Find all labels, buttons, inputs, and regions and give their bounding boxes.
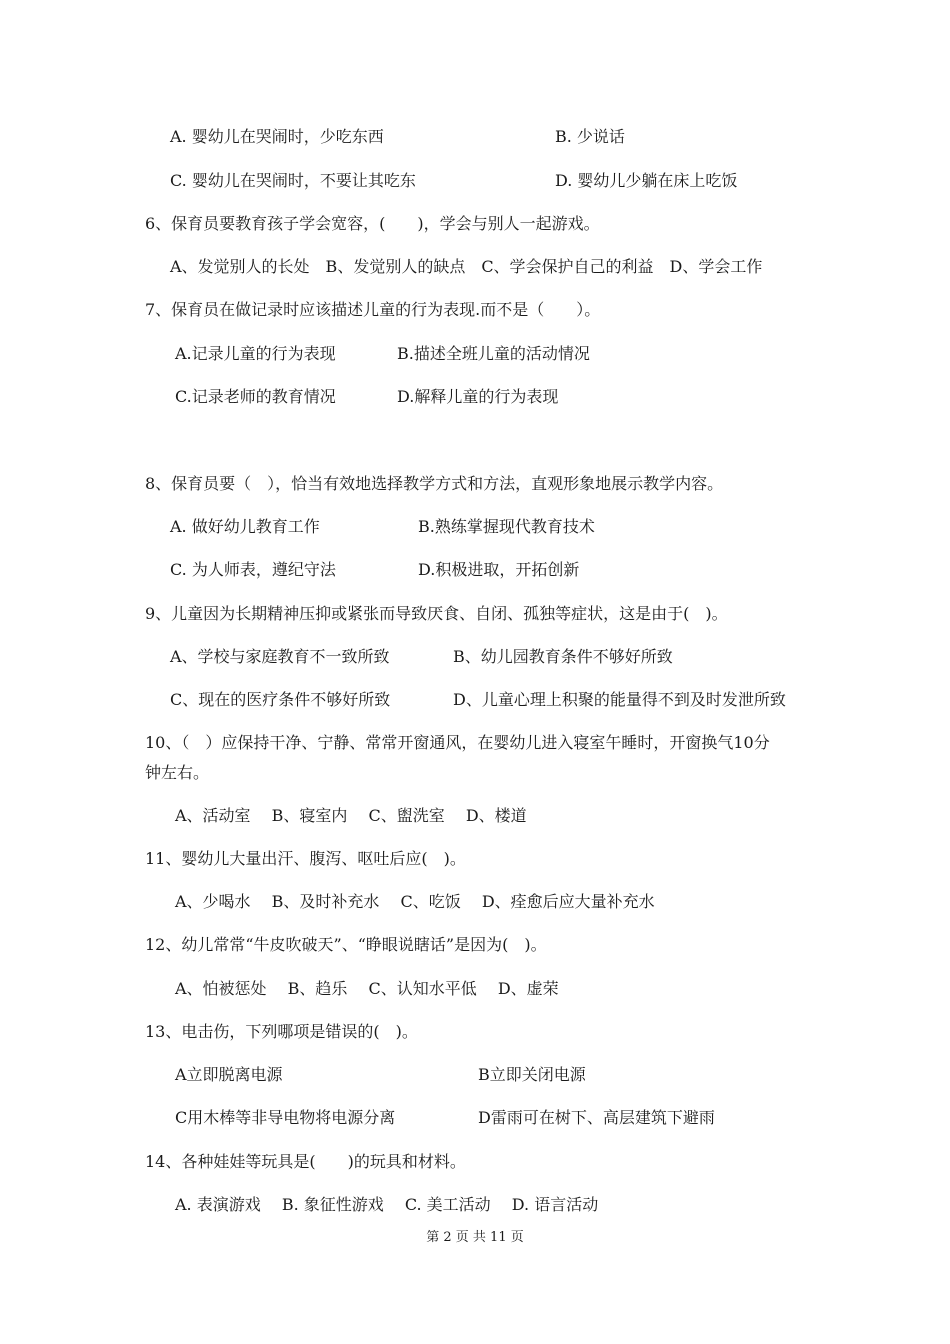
q10-text-line1: 10、（ ）应保持干净、宁静、常常开窗通风，在婴幼儿进入寝室午睡时，开窗换气10分: [145, 733, 770, 752]
q10-options: A、活动室 B、寝室内 C、盥洗室 D、楼道: [175, 806, 527, 825]
q5-option-b: B. 少说话: [555, 127, 625, 146]
q11-options: A、少喝水 B、及时补充水 C、吃饭 D、痊愈后应大量补充水: [175, 892, 655, 911]
q8-option-b: B.熟练掌握现代教育技术: [418, 517, 595, 536]
q6-options: A、发觉别人的长处 B、发觉别人的缺点 C、学会保护自己的利益 D、学会工作: [170, 257, 763, 276]
q6-text: 6、保育员要教育孩子学会宽容，( )，学会与别人一起游戏。: [145, 214, 600, 233]
q8-option-a: A. 做好幼儿教育工作: [170, 517, 320, 536]
page-footer: 第 2 页 共 11 页: [426, 1230, 524, 1245]
q9-text: 9、儿童因为长期精神压抑或紧张而导致厌食、自闭、孤独等症状，这是由于( )。: [145, 604, 728, 623]
q13-option-a: A立即脱离电源: [175, 1065, 283, 1084]
q5-option-c: C. 婴幼儿在哭闹时，不要让其吃东: [170, 171, 416, 190]
q11-text: 11、婴幼儿大量出汗、腹泻、呕吐后应( )。: [145, 849, 466, 868]
q10-text-line2: 钟左右。: [145, 763, 210, 782]
q7-option-a: A.记录儿童的行为表现: [175, 344, 336, 363]
q14-options: A. 表演游戏 B. 象征性游戏 C. 美工活动 D. 语言活动: [175, 1195, 599, 1214]
q8-text: 8、保育员要（ ），恰当有效地选择教学方式和方法，直观形象地展示教学内容。: [145, 474, 724, 493]
q13-text: 13、电击伤，下列哪项是错误的( )。: [145, 1022, 418, 1041]
q7-option-d: D.解释儿童的行为表现: [397, 387, 559, 406]
q12-text: 12、幼儿常常“牛皮吹破天”、“睁眼说瞎话”是因为( )。: [145, 935, 547, 954]
q5-option-d: D. 婴幼儿少躺在床上吃饭: [555, 171, 738, 190]
q13-option-d: D雷雨可在树下、高层建筑下避雨: [478, 1108, 715, 1127]
q13-option-b: B立即关闭电源: [478, 1065, 586, 1084]
q8-option-c: C. 为人师表，遵纪守法: [170, 560, 336, 579]
q9-option-d: D、儿童心理上积聚的能量得不到及时发泄所致: [453, 690, 786, 709]
q9-option-b: B、幼儿园教育条件不够好所致: [453, 647, 673, 666]
q8-option-d: D.积极进取，开拓创新: [418, 560, 580, 579]
q9-option-c: C、现在的医疗条件不够好所致: [170, 690, 391, 709]
q7-option-b: B.描述全班儿童的活动情况: [397, 344, 590, 363]
q5-option-a: A. 婴幼儿在哭闹时，少吃东西: [170, 127, 384, 146]
q7-option-c: C.记录老师的教育情况: [175, 387, 336, 406]
q14-text: 14、各种娃娃等玩具是( )的玩具和材料。: [145, 1152, 466, 1171]
q12-options: A、怕被惩处 B、趋乐 C、认知水平低 D、虚荣: [175, 979, 559, 998]
q9-option-a: A、学校与家庭教育不一致所致: [170, 647, 390, 666]
q13-option-c: C用木棒等非导电物将电源分离: [175, 1108, 396, 1127]
q7-text: 7、保育员在做记录时应该描述儿童的行为表现.而不是（ ）。: [145, 300, 601, 319]
